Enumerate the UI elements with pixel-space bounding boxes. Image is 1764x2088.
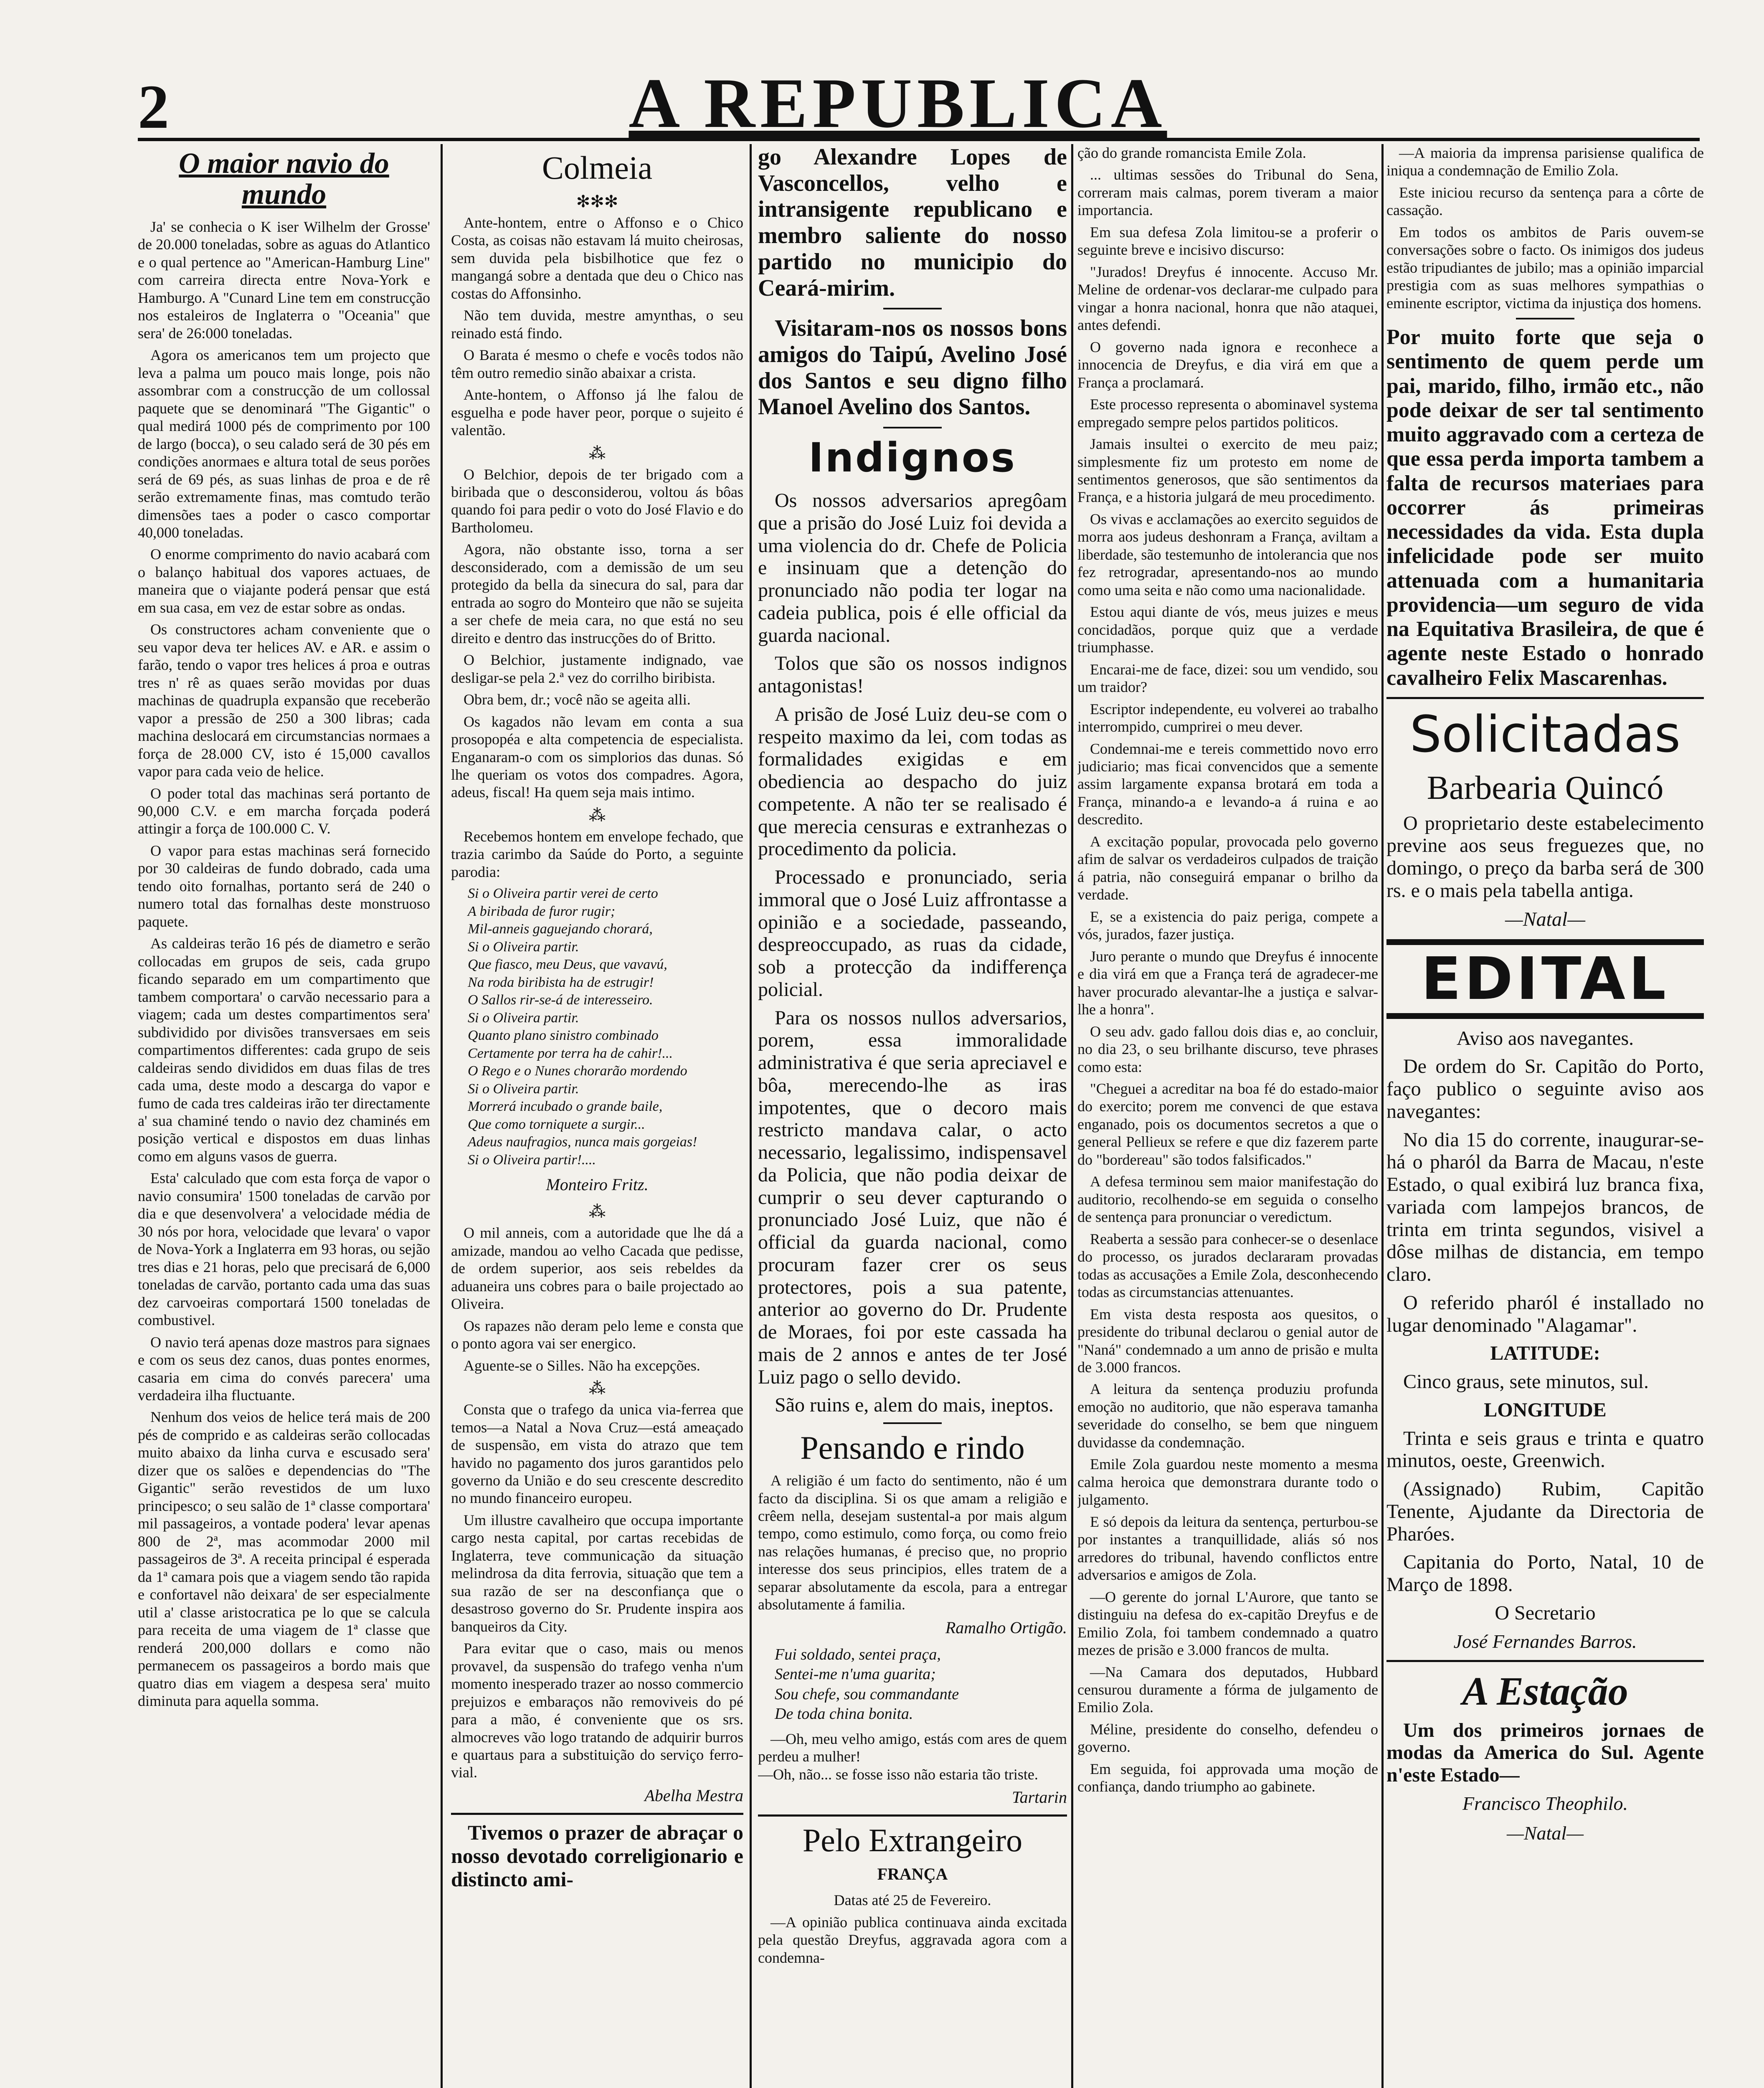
divider (883, 308, 942, 309)
signature: —Natal— (1505, 908, 1586, 930)
divider (758, 1814, 1067, 1817)
column-3 (758, 144, 1067, 2088)
top-rule (138, 138, 1700, 141)
paragraph: O vapor para estas machinas será fornecido por 30 caldeiras de fundo dobrado, cada uma tendo oito fornalhas, portanto será de 240 o numero total das fornalhas deste monstruoso paquete. (138, 842, 430, 930)
paragraph: —Oh, meu velho amigo, estás com ares de quem perdeu a mulher! —Oh, não... se fosse isso não estaria tão triste. (758, 1730, 1067, 1783)
ornament-icon: ✻✻✻ (576, 192, 618, 211)
paragraph: Os nossos adversarios apregôam que a prisão do José Luiz foi devida a uma violencia do dr. Chefe de Policia e insinuam que a detenção do pronunciado não podia ter logar na cadeia publica, pois é elle official da guarda nacional. (758, 489, 1067, 646)
paragraph: O referido pharól é installado no lugar denominado "Alagamar". (1386, 1291, 1704, 1336)
paragraph: Condemnai-me e tereis commettido novo erro judiciario; mas ficai convencidos que a semente assim largamente expansa brotará em toda a França, minando-a e levando-a á ruina e ao descredito. (1077, 740, 1378, 828)
paragraph: O Belchior, justamente indignado, vae desligar-se pela 2.ª vez do corrilho biribista. (451, 651, 743, 686)
paragraph: A religião é um facto do sentimento, não é um facto da disciplina. Si os que amam a religião e crêem nella, desejam sustental-a por mais algum tempo, como estimulo, como força, ou como freio nas relações humanas, é preciso que, no proprio interesse dos seus principios, elles tratem de a separar absolutamente da escola, para a entregar absolutamente á familia. (758, 1472, 1067, 1613)
paragraph: Os kagados não levam em conta a sua prosopopéa e alta competencia de especialista. Enganaram-o com os simplorios das dunas. Só lhe queriam os votos dos compadres. Agora, adeus, fiscal! Ha quem seja mais intimo. (451, 713, 743, 801)
section-title: EDITAL (1386, 939, 1704, 1019)
paragraph: No dia 15 do corrente, inaugurar-se-há o pharól da Barra de Macau, n'este Estado, o qual exibirá luz branca fixa, variada com lampejos brancos, de trinta em trinta segundos, visivel a dôse milhas de distancia, em tempo claro. (1386, 1128, 1704, 1286)
paragraph: Não tem duvida, mestre amynthas, o seu reinado está findo. (451, 307, 743, 342)
paragraph: Emile Zola guardou neste momento a mesma calma heroica que demonstrara durante todo o julgamento. (1077, 1456, 1378, 1508)
paragraph: Os vivas e acclamações ao exercito seguidos de morra aos judeus deshonram a França, aviltam a liberdade, são testemunho de intolerancia que nos fez retrogradar, apresentando-nos ao mundo como uma seita e não como uma nacionalidade. (1077, 510, 1378, 598)
paragraph: Datas até 25 de Fevereiro. (834, 1892, 991, 1909)
paragraph: Agora os americanos tem um projecto que leva a palma um pouco mais longe, pois não assombrar com a construcção de um collossal paquete que se denominará "The Gigantic" o qual medirá 1000 pés de comprimento por 100 de largo (bocca), o seu calado será de 30 pés em condições anormaes e altura total de seus porões será de 69 pés, as suas linhas de proa e de rê serão extremamente finas, mas comtudo terão dimensões taes a poder o casco comportar 40,000 toneladas. (138, 347, 430, 541)
paragraph: go Alexandre Lopes de Vasconcellos, velho e intransigente republicano e membro saliente do nosso partido no municipio do Ceará-mirim. (758, 144, 1067, 301)
signature: Ramalho Ortigão. (945, 1618, 1067, 1637)
paragraph: Cinco graus, sete minutos, sul. (1403, 1371, 1649, 1393)
signature: —Natal— (1506, 1822, 1584, 1844)
paragraph: Juro perante o mundo que Dreyfus é innocente e dia virá em que a França terá de agradecer-me haver procurado alevantar-lhe a justiça e salvar-lhe a honra". (1077, 948, 1378, 1018)
paragraph: Aguente-se o Silles. Não ha excepções. (464, 1357, 700, 1374)
divider (883, 427, 942, 428)
paragraph: Tivemos o prazer de abraçar o nosso devotado correligionario e distincto ami- (451, 1820, 743, 1891)
paragraph: Ante-hontem, entre o Affonso e o Chico Costa, as coisas não estavam lá muito cheirosas, sem duvida pela bisbilhotice que fez o mangangá sobre a dentada que deu o Chico nas costas do Affonsinho. (451, 214, 743, 302)
paragraph: Consta que o trafego da unica via-ferrea que temos—a Natal a Nova Cruz—está ameaçado de suspensão, em vista do atrazo que tem havido no pagamento dos juros garantidos pelo governo da União e do seu crescente descredito no mundo financeiro europeu. (451, 1401, 743, 1507)
divider (1386, 697, 1704, 699)
signature: José Fernandes Barros. (1453, 1630, 1637, 1652)
paragraph: Processado e pronunciado, seria immoral que o José Luiz affrontasse a opinião e a sociedade, passeando, despreoccupado, as ruas da cidade, sob a protecção da indifferença policial. (758, 866, 1067, 1001)
paragraph: Estou aqui diante de vós, meus juizes e meus concidadãos, porque quiz que a verdade triumphasse. (1077, 603, 1378, 656)
paragraph: Agora, não obstante isso, torna a ser desconsiderado, com a demissão de um seu protegido da bella da sinecura do sal, para dar entrada ao sogro do Monteiro que não se sujeita a ser chefe de meia cara, no que está no seu direito e dentro das instrucções do of Britto. (451, 541, 743, 646)
paragraph: Escriptor independente, eu volverei ao trabalho interrompido, cumprirei o meu dever. (1077, 700, 1378, 735)
paragraph: Este processo representa o abominavel systema empregado sempre pelos partidos politicos. (1077, 396, 1378, 431)
column-divider (750, 144, 752, 2088)
paragraph: Ja' se conhecia o K iser Wilhelm der Grosse' de 20.000 toneladas, sobre as aguas do Atlantico e o qual pertence ao "American-Hamburg Line" com carreira directa entre Nova-York e Hamburgo. A "Cunard Line tem em construcção nos estaleiros de Inglaterra o "Oceania" que sera' de 26:000 toneladas. (138, 218, 430, 342)
paragraph: E, se a existencia do paiz periga, compete a vós, jurados, fazer justiça. (1077, 908, 1378, 943)
asterism-icon: ⁂ (589, 1379, 606, 1398)
paragraph: Em seguida, foi approvada uma moção de confiança, dando triumpho ao gabinete. (1077, 1760, 1378, 1795)
column-1 (138, 144, 430, 2088)
paragraph: Reaberta a sessão para conhecer-se o desenlace do processo, os jurados declararam provadas todas as accusações a Emile Zola, desconhecendo todas as circumstancias attenuantes. (1077, 1230, 1378, 1301)
article-title: O maior navio do mundo (179, 147, 389, 210)
asterism-icon: ⁂ (589, 1202, 606, 1221)
section-title: Solicitadas (1409, 705, 1681, 764)
signature: Francisco Theophilo. (1462, 1792, 1628, 1814)
paragraph: O navio terá apenas doze mastros para signaes e com os seus dez canos, duas pontes enormes, casaria em cima do convés parecera' uma verdadeira ilha fluctuante. (138, 1333, 430, 1404)
paragraph: O seu adv. gado fallou dois dias e, ao concluir, no dia 23, o seu brilhante discurso, teve phrases como esta: (1077, 1023, 1378, 1075)
article-title: Indignos (808, 434, 1016, 481)
signature: Monteiro Fritz. (546, 1175, 649, 1194)
paragraph: Trinta e seis graus e trinta e quatro minutos, oeste, Greenwich. (1386, 1427, 1704, 1472)
paragraph: Tolos que são os nossos indignos antagonistas! (758, 652, 1067, 697)
paragraph: De ordem do Sr. Capitão do Porto, faço publico o seguinte aviso aos navegantes: (1386, 1055, 1704, 1123)
paragraph: São ruins e, alem do mais, ineptos. (775, 1394, 1054, 1416)
column-2 (451, 144, 743, 2088)
paragraph: Para os nossos nullos adversarios, porem, essa immoralidade administrativa é que seria apreciavel e bôa, merecendo-lhe as iras impotentes, que o decoro mais restricto mandava calar, o acto necessario, legalissimo, indispensavel da Policia, que não podia deixar de cumprir o seu dever capturando o pronunciado José Luiz, que não é official da guarda nacional, como procuram fazer crer os seus protectores, pois a sua patente, anterior ao governo do Dr. Prudente de Moraes, foi por este cassada ha mais de 2 annos e antes de ter José Luiz pago o sello devido. (758, 1006, 1067, 1388)
paragraph: Aviso aos navegantes. (1456, 1027, 1634, 1049)
paragraph: Ante-hontem, o Affonso já lhe falou de esguelha e pode haver peor, porque o sujeito é valentão. (451, 386, 743, 439)
paragraph: O enorme comprimento do navio acabará com o balanço habitual dos vapores actuaes, de maneira que o viajante poderá pensar que está em sua casa, em vez de estar sobre as ondas. (138, 546, 430, 616)
paragraph: Encarai-me de face, dizei: sou um vendido, sou um traidor? (1077, 661, 1378, 696)
paragraph: —Na Camara dos deputados, Hubbard censurou duramente a fórma de julgamento de Emilio Zola. (1077, 1663, 1378, 1716)
paragraph: Em sua defesa Zola limitou-se a proferir o seguinte breve e incisivo discurso: (1077, 223, 1378, 258)
divider (1386, 1660, 1704, 1662)
column-divider (1381, 144, 1384, 2088)
paragraph: A excitação popular, provocada pelo governo afim de salvar os verdadeiros culpados de traição á patria, não conseguirá empanar o brilho da verdade. (1077, 833, 1378, 903)
column-5 (1386, 144, 1704, 2088)
divider (1516, 318, 1574, 319)
article-title: Colmeia (542, 150, 653, 186)
paragraph: A prisão de José Luiz deu-se com o respeito maximo da lei, com todas as formalidades exigidas e em obediencia ao despacho do juiz competente. A não ter se realisado é que merecia censuras e extranhezas o procedimento da policia. (758, 703, 1067, 860)
paragraph: O Belchior, depois de ter brigado com a biribada que o desconsiderou, voltou ás bôas quando foi para pedir o voto do José Flavio e do Bartholomeu. (451, 466, 743, 536)
paragraph: —O gerente do jornal L'Aurore, que tanto se distinguiu na defesa do ex-capitão Dreyfus e de Emilio Zola, foi tambem condemnado a quatro mezes de prisão e 3.000 francos de multa. (1077, 1588, 1378, 1659)
paragraph: O Barata é mesmo o chefe e vocês todos não têm outro remedio sinão abaixar a crista. (451, 347, 743, 381)
paragraph: Recebemos hontem em envelope fechado, que trazia carimbo da Saúde do Porto, a seguinte parodia: (451, 828, 743, 880)
paragraph: Um dos primeiros jornaes de modas da America do Sul. Agente n'este Estado— (1386, 1719, 1704, 1786)
paragraph: Esta' calculado que com esta força de vapor o navio consumira' 1500 toneladas de carvão por dia e que desenvolvera' a velocidade média de 30 nós por hora, velocidade que levara' o vapor de Nova-York a Inglaterra em 93 horas, ou sejão tres dias e 21 horas, pelo que precisará de 6,000 toneladas de carvão, portanto cada uma das suas dez carvoeiras comportará 1500 toneladas de combustivel. (138, 1170, 430, 1329)
paragraph: "Jurados! Dreyfus é innocente. Accuso Mr. Meline de ordenar-vos declarar-me culpado para vingar a honra nacional, honra que não ataquei, antes defendi. (1077, 263, 1378, 334)
paragraph: E só depois da leitura da sentença, perturbou-se por instantes a tranquillidade, aliás só nos arredores do tribunal, havendo conflictos entre adversarios e amigos de Zola. (1077, 1513, 1378, 1584)
paragraph: "Cheguei a acreditar na boa fé do estado-maior do exercito; porem me convenci de que estava enganado, pois os documentos secretos a que o general Pellieux se refere e que diz fazerem parte do "bordereau" são todos falsificados." (1077, 1080, 1378, 1168)
paragraph: O Secretario (1495, 1601, 1596, 1624)
paragraph: Capitania do Porto, Natal, 10 de Março de 1898. (1386, 1551, 1704, 1596)
paragraph: —A maioria da imprensa parisiense qualifica de iniqua a condemnação de Emilio Zola. (1386, 144, 1704, 179)
column-divider (1071, 144, 1073, 2088)
divider (451, 1813, 743, 1815)
paragraph: O poder total das machinas será portanto de 90,000 C.V. e em marcha forçada poderá attingir a força de 100.000 C. V. (138, 785, 430, 837)
paragraph: Em todos os ambitos de Paris ouvem-se conversações sobre o facto. Os inimigos dos judeus estão tripudiantes de jubilo; mas a opinião imparcial prestigia com as suas melhores sympathias o eminente escriptor, victima da injustiça dos homens. (1386, 223, 1704, 312)
subheading: LATITUDE: (1490, 1342, 1600, 1365)
paragraph: O mil anneis, com a autoridade que lhe dá a amizade, mandou ao velho Cacada que pedisse, de ordem superior, aos seis rebeldes da aduaneira uns cobres para o baile projectado ao Oliveira. (451, 1224, 743, 1313)
paragraph: (Assignado) Rubim, Capitão Tenente, Ajudante da Directoria de Pharóes. (1386, 1478, 1704, 1545)
verse: Si o Oliveira partir verei de certo A biribada de furor rugir; Mil-anneis gaguejando chorará, Si o Oliveira partir. Que fiasco, meu Deus, que vavavú, Na roda biribista ha de estrugir! O Sallos rir-se-á de interesseiro. Si o Oliveira partir. Quanto plano sinistro combinado Certamente por terra ha de cahir!... O Rego e o Nunes chorarão mordendo Si o Oliveira partir. Morrerá incubado o grande baile, Que como torniquete a surgir... Adeus naufragios, nunca mais gorgeias! Si o Oliveira partir!.... (468, 886, 697, 1168)
paragraph: Para evitar que o caso, mais ou menos provavel, da suspensão do trafego venha n'um momento inesperado trazer ao nosso commercio prejuizos e embaraços não removiveis do pé para a mão, é conveniente que os srs. almocreves vão logo tratando de adquirir burros e quartaus para a substituição do serviço ferro-vial. (451, 1640, 743, 1781)
paragraph: Nenhum dos veios de helice terá mais de 200 pés de comprido e as caldeiras serão collocadas muito abaixo da linha curva e escusado sera' dizer que os salões e dependencias do "The Gigantic" serão revestidos de um luxo principesco; o seu salão de 1ª classe comportara' mil passageiros, a vontade podera' levar apenas 800 de 2ª, mas acommodar 2000 mil passageiros de 3ª. A receita principal é esperada da 1ª camara pois que a viagem sendo tão rapida e confortavel não deixara' de ser especialmente util a' classe aristocratica pe lo que se calcula para receita de uma viagem de 1ª classe que renderá 200,000 dollars e como não permanecem os passageiros a bordo mais que quatro dias em viagem a despesa sera' muito diminuta para aquella somma. (138, 1409, 430, 1709)
column-divider (441, 144, 443, 2088)
signature: Tartarin (1012, 1788, 1067, 1807)
paragraph: Um illustre cavalheiro que occupa importante cargo nesta capital, por cartas recebidas de Inglaterra, teve communicação da situação melindrosa da dita ferrovia, situação que tem a sua razão de ser na desconfiança que o desastroso governo do Sr. Prudente inspira aos banqueiros da City. (451, 1511, 743, 1635)
article-title: Barbearia Quincó (1427, 769, 1664, 806)
paragraph: O proprietario deste estabelecimento previne aos seus freguezes que, no domingo, o preço da barba será de 300 rs. e o mais pela tabella antiga. (1386, 812, 1704, 902)
paragraph: Visitaram-nos os nossos bons amigos do Taipú, Avelino José dos Santos e seu digno filho Manoel Avelino dos Santos. (758, 315, 1067, 420)
article-title: Pensando e rindo (800, 1429, 1025, 1466)
section-subtitle: FRANÇA (877, 1865, 948, 1884)
paragraph: ção do grande romancista Emile Zola. (1077, 144, 1306, 161)
signature: Abelha Mestra (644, 1786, 743, 1805)
verse: Fui soldado, sentei praça, Sentei-me n'uma guarita; Sou chefe, sou commandante De toda china bonita. (775, 1645, 959, 1723)
paragraph: As caldeiras terão 16 pés de diametro e serão collocadas em grupos de seis, cada grupo ficando separado em um compartimento que tambem comportara' o carvão necessario para a viagem; cada um destes compartimentos sera' subdividido por divisões transversaes em seis compartimentos differentes: cada grupo de seis caldeiras sendo divididos em duas filas de tres cada uma, deste modo a descarga do vapor e fumo de cada tres caldeiras irão ter directamente a' sua chaminé tendo o navio dez chaminés em posição vertical e dispostos em duas linhas como em alguns vasos de guerra. (138, 935, 430, 1165)
paragraph: Em vista desta resposta aos quesitos, o presidente do tribunal declarou o genial autor de "Naná" condemnado a um anno de prisão e multa de 3.000 francos. (1077, 1305, 1378, 1376)
paragraph: Os constructores acham conveniente que o seu vapor deva ter helices AV. e AR. e assim o farão, tendo o vapor tres helices á proa e outras tres n' rê as quaes serão movidas por duas machinas de quadrupla expansão que receberão vapor a pressão de 250 a 300 libras; cada machina deslocará em circumstancias normaes a força de 28.000 CV, isto é 15,000 cavallos vapor para cada veio de helice. (138, 621, 430, 780)
paragraph: Por muito forte que seja o sentimento de quem perde um pai, marido, filho, irmão etc., não pode deixar de ser tal sentimento muito aggravado com a certeza de que essa perda importa tambem a falta de recursos materiaes para occorrer ás primeiras necessidades da vida. Esta dupla infelicidade pode ser muito attenuada com a humanitaria providencia—um seguro de vida na Equitativa Brasileira, de que é agente neste Estado o honrado cavalheiro Felix Mascarenhas. (1386, 325, 1704, 690)
paragraph: Os rapazes não deram pelo leme e consta que o ponto agora vai ser energico. (451, 1317, 743, 1352)
column-4 (1077, 144, 1378, 2088)
paragraph: A defesa terminou sem maior manifestação do auditorio, recolhendo-se em seguida o conselho de sentença para pronunciar o veredictum. (1077, 1173, 1378, 1226)
paragraph: Este iniciou recurso da sentença para a côrte de cassação. (1386, 184, 1704, 219)
masthead: A REPUBLICA (629, 64, 1167, 142)
paragraph: Méline, presidente do conselho, defendeu o governo. (1077, 1721, 1378, 1756)
asterism-icon: ⁂ (589, 806, 606, 825)
paragraph: O governo nada ignora e reconhece a innocencia de Dreyfus, e dia virá em que a França a proclamará. (1077, 338, 1378, 391)
paragraph: Obra bem, dr.; você não se ageita alli. (464, 691, 691, 708)
divider (883, 1422, 942, 1424)
paragraph: —A opinião publica continuava ainda excitada pela questão Dreyfus, aggravada agora com a condemna- (758, 1913, 1067, 1966)
paragraph: ... ultimas sessões do Tribunal do Sena, correram mais calmas, porem tiveram a maior importancia. (1077, 166, 1378, 219)
paragraph: A leitura da sentença produziu profunda emoção no auditorio, que não esperava tamanha severidade do conselho, se bem que ninguem duvidasse da condemnação. (1077, 1381, 1378, 1451)
asterism-icon: ⁂ (589, 443, 606, 463)
subheading: LONGITUDE (1484, 1399, 1607, 1421)
article-title: A Estação (1462, 1668, 1628, 1713)
page-number: 2 (138, 72, 169, 142)
article-title: Pelo Extrangeiro (802, 1822, 1023, 1859)
paragraph: Jamais insultei o exercito de meu paiz; simplesmente fiz um protesto em nome de sentimentos generosos, que são sentimentos da França, e a historia julgará de meu procedimento. (1077, 436, 1378, 506)
